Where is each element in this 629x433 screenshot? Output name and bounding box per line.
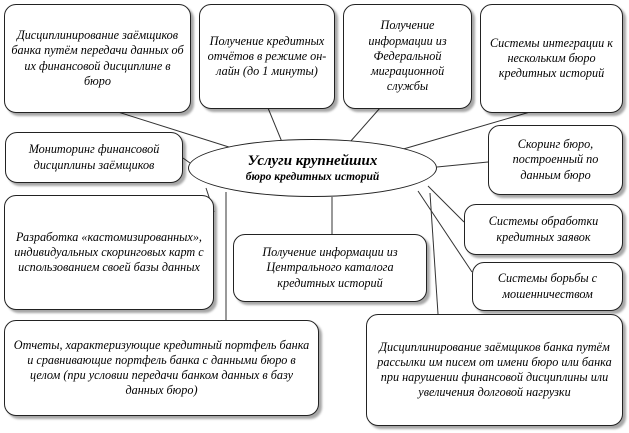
service-label: Мониторинг финансовой дисциплины заёмщиков [28,142,160,172]
service-label: Дисциплинирование заёмщиков банка путём передачи данных об их финансовой дисциплине в бюро [11,28,184,88]
service-portfolio-reports [4,320,319,416]
service-financial-discipline-monitoring [5,132,183,183]
connector-line [268,108,282,142]
service-label: Дисциплинирование заёмщиков банка путём рассылки им писем от имени бюро или банка при нарушении финансовой дисциплины или увеличения долговой нагрузки [377,339,612,400]
central-node [188,139,437,197]
connector-line [428,186,464,222]
service-migration-service-info [343,4,472,109]
service-label: Отчеты, характеризующие кредитный портфель банка и сравнивающие портфель банка с данными бюро в целом (при условии передачи банком данных в базу данных бюро) [13,337,310,398]
service-label: Системы борьбы с мошенничеством [497,271,598,301]
central-title: Услуги крупнейших [247,152,378,169]
connector-line [430,193,438,314]
connector-line [350,108,380,142]
service-label: Системы обработки кредитных заявок [488,214,599,244]
service-borrower-discipline-data-transfer [4,4,191,113]
service-fraud-prevention [472,262,623,311]
service-label: Скоринг бюро, построенный по данным бюро [512,137,599,182]
service-borrower-discipline-letters [366,314,623,426]
service-custom-scorecards [4,195,214,310]
connector-line [437,162,488,167]
central-subtitle: бюро кредитных историй [245,170,380,183]
service-credit-application-processing [464,204,623,255]
service-online-credit-reports [199,4,335,109]
service-label: Разработка «кастомизированных», индивидуальных скоринговых карт с использованием своей базы данных [14,229,204,275]
service-label: Получение информации из Федеральной миграционной службы [368,18,447,94]
service-label: Получение кредитных отчётов в режиме он-лайн (до 1 минуты) [207,33,327,79]
service-multi-bureau-integration [480,4,623,113]
service-bureau-scoring [488,125,623,195]
service-label: Системы интеграции к нескольким бюро кредитных историй [490,35,613,81]
service-central-catalog-info [233,234,427,302]
service-label: Получение информации из Центрального каталога кредитных историй [262,245,398,290]
